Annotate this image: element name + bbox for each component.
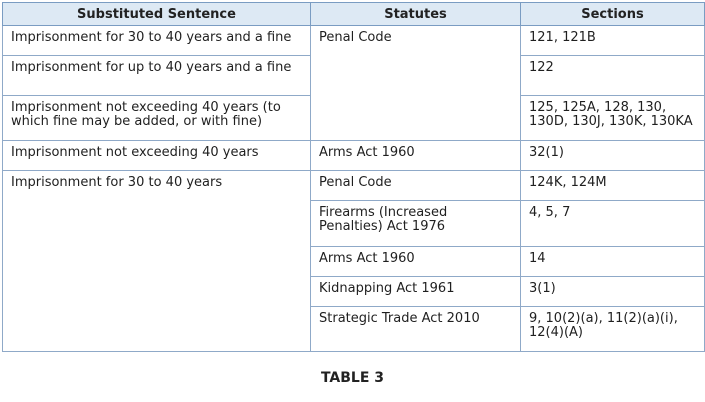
sentence-cell-empty <box>3 277 311 307</box>
sentence-cell: Imprisonment not exceeding 40 years (to which fine may be added, or with fine) <box>3 96 311 141</box>
table-row <box>3 26 705 56</box>
statute-cell: Kidnapping Act 1961 <box>311 277 521 307</box>
sections-cell: 122 <box>521 56 705 96</box>
table-row <box>3 96 705 141</box>
header-substituted-sentence: Substituted Sentence <box>3 3 311 26</box>
table-row <box>3 56 705 96</box>
header-sections: Sections <box>521 3 705 26</box>
sentence-cell: Imprisonment not exceeding 40 years <box>3 141 311 171</box>
statute-cell: Arms Act 1960 <box>311 141 521 171</box>
sentences-table <box>2 2 705 352</box>
statute-cell: Firearms (Increased Penalties) Act 1976 <box>311 201 521 247</box>
table-row <box>3 171 705 201</box>
sentence-cell-empty <box>3 307 311 352</box>
sections-cell: 9, 10(2)(a), 11(2)(a)(i), 12(4)(A) <box>521 307 705 352</box>
sections-cell: 124K, 124M <box>521 171 705 201</box>
sentence-cell: Imprisonment for up to 40 years and a fine <box>3 56 311 96</box>
statute-cell: Arms Act 1960 <box>311 247 521 277</box>
sentence-cell-empty <box>3 201 311 247</box>
sections-cell: 14 <box>521 247 705 277</box>
table-row <box>3 277 705 307</box>
header-statutes: Statutes <box>311 3 521 26</box>
table-row <box>3 247 705 277</box>
statute-cell-empty <box>311 56 521 96</box>
sections-cell: 121, 121B <box>521 26 705 56</box>
table-row <box>3 307 705 352</box>
sections-cell: 3(1) <box>521 277 705 307</box>
table-caption: TABLE 3 <box>320 370 385 386</box>
sentence-cell: Imprisonment for 30 to 40 years <box>3 171 311 201</box>
header-row <box>3 3 705 26</box>
sections-cell: 125, 125A, 128, 130, 130D, 130J, 130K, 130KA <box>521 96 705 141</box>
sections-cell: 4, 5, 7 <box>521 201 705 247</box>
table-row <box>3 141 705 171</box>
statute-cell-empty <box>311 96 521 141</box>
sections-cell: 32(1) <box>521 141 705 171</box>
sentence-cell-empty <box>3 247 311 277</box>
statute-cell: Penal Code <box>311 26 521 56</box>
table-row <box>3 201 705 247</box>
statute-cell: Strategic Trade Act 2010 <box>311 307 521 352</box>
sentence-cell: Imprisonment for 30 to 40 years and a fine <box>3 26 311 56</box>
statute-cell: Penal Code <box>311 171 521 201</box>
